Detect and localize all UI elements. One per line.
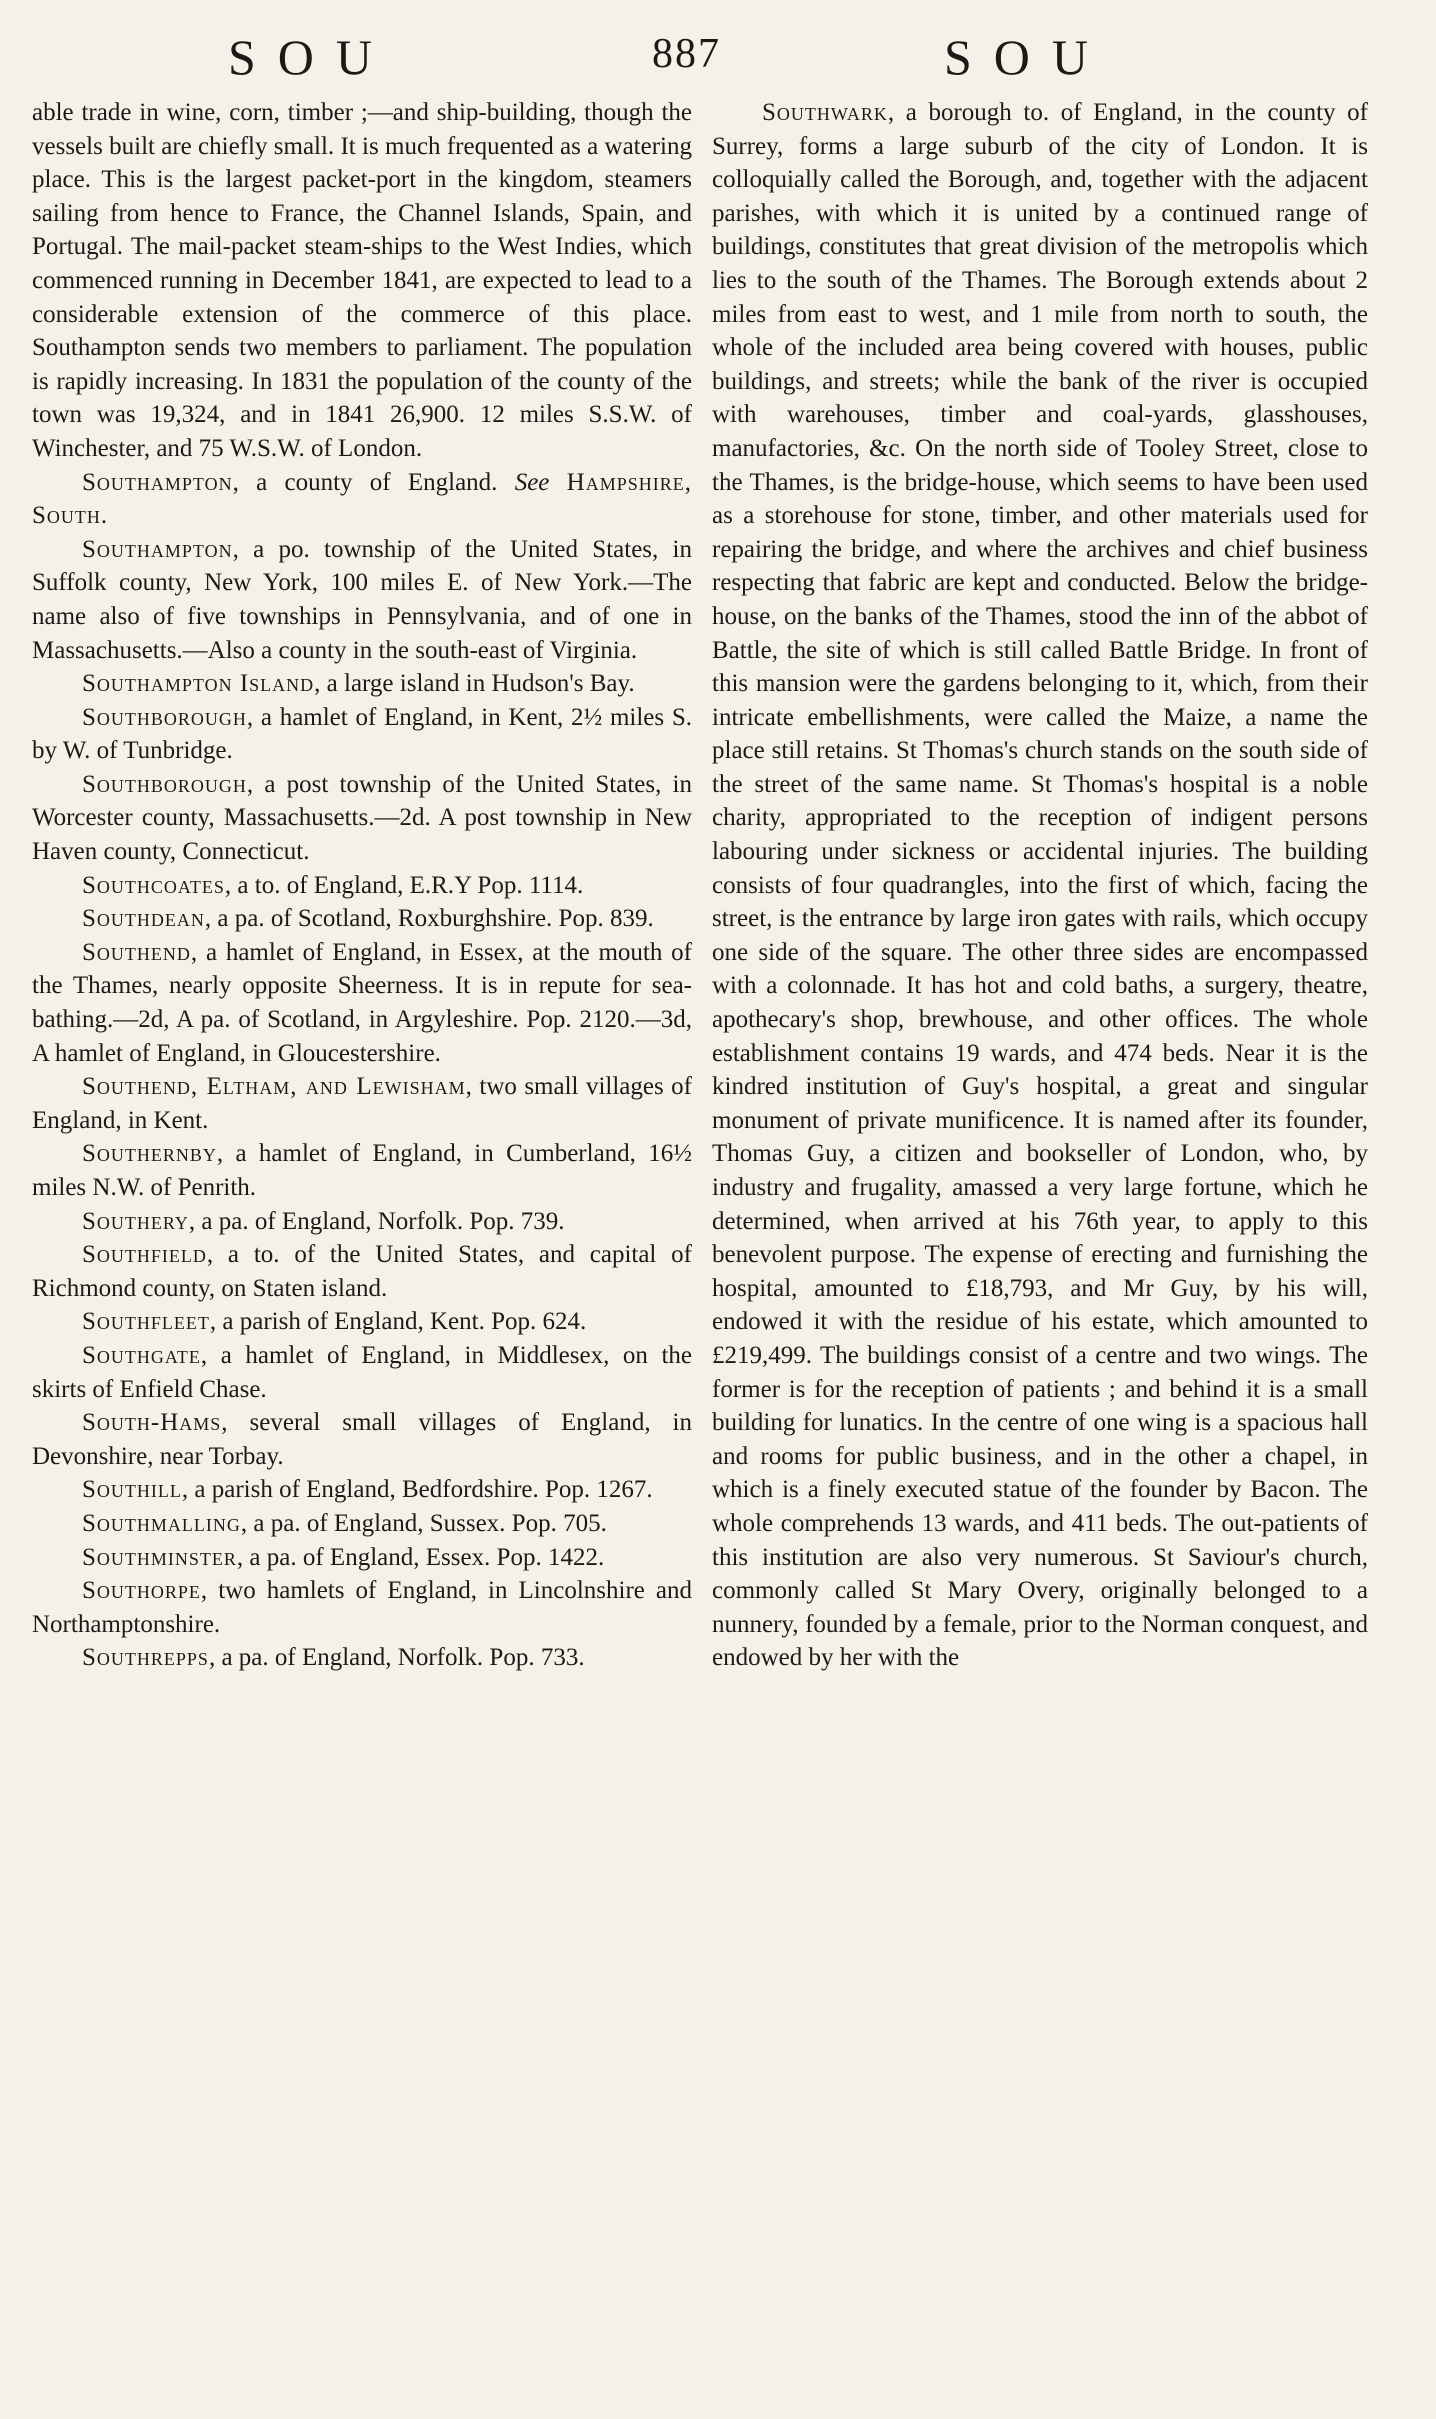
- entry-southampton-island: Southampton Island, a large island in Hudson's Bay.: [82, 670, 635, 698]
- entry-southmalling: Southmalling, a pa. of England, Sussex. Pop. 705.: [82, 1509, 607, 1537]
- headword: Southmalling: [82, 1509, 241, 1537]
- headword: Southill: [82, 1476, 182, 1504]
- headword: Southernby: [82, 1140, 217, 1168]
- entry-southfleet: Southfleet, a parish of England, Kent. Pop. 624.: [82, 1308, 587, 1336]
- entry-southgate: Southgate, a hamlet of England, in Middlesex, on the skirts of Enfield Chase.: [32, 1341, 692, 1403]
- headword: Southminster: [82, 1543, 237, 1571]
- headword: Southery: [82, 1207, 189, 1235]
- headword: Southampton: [82, 468, 233, 496]
- headword: Southdean: [82, 905, 205, 933]
- left-column: [32, 96, 692, 1675]
- headword: Southfield: [82, 1241, 207, 1269]
- entry-southorpe: Southorpe, two hamlets of England, in Lincolnshire and Northamptonshire.: [32, 1577, 692, 1638]
- entry-southampton-us: Southampton, a po. township of the United States, in Suffolk county, New York, 100 miles E. of New York.—The name also of five townships in Pennsylvania, and of one in Massachusetts.—Also a county in the south-east of Virginia.: [32, 535, 692, 664]
- entry-southminster: Southminster, a pa. of England, Essex. Pop. 1422.: [82, 1543, 605, 1571]
- headword: Southfleet: [82, 1308, 210, 1336]
- cross-reference-target: Hampshire, South.: [32, 468, 692, 530]
- entry-southend: Southend, a hamlet of England, in Essex, at the mouth of the Thames, nearly opposite Sheerness. It is in repute for sea-bathing.—2d, A pa. of Scotland, in Argyleshire. Pop. 2120.—3d, A hamlet of England, in Gloucestershire.: [32, 938, 692, 1067]
- headword: Southampton Island: [82, 670, 315, 698]
- entry-southampton-county: Southampton, a county of England. See Hampshire, South.: [32, 468, 692, 530]
- entry-southborough-kent: Southborough, a hamlet of England, in Kent, 2½ miles S. by W. of Tunbridge.: [32, 703, 692, 765]
- headword: Southborough: [82, 770, 247, 798]
- entry-southill: Southill, a parish of England, Bedfordshire. Pop. 1267.: [82, 1476, 653, 1504]
- entry-southcoates: Southcoates, a to. of England, E.R.Y Pop. 1114.: [82, 871, 584, 899]
- entry-southwark: Southwark, a borough to. of England, in the county of Surrey, forms a large suburb of the city of London. It is colloquially called the Borough, and, together with the adjacent parishes, with which it is united by a continued range of buildings, constitutes that great division of the metropolis which lies to the south of the Thames. The Borough extends about 2 miles from east to west, and 1 mile from north to south, the whole of the included area being covered with houses, public buildings, and streets; while the bank of the river is occupied with warehouses, timber and coal-yards, glasshouses, manufactories, &c. On the north side of Tooley Street, close to the Thames, is the bridge-house, which seems to have been used as a storehouse for stone, timber, and other materials used for repairing the bridge, and where the archives and chief business respecting that fabric are kept and conducted. Below the bridge-house, on the banks of the Thames, stood the inn of the abbot of Battle, the site of which is still called Battle Bridge. In front of this mansion were the gardens belonging to it, which, from their intricate embellishments, were called the Maize, a name the place still retains. St Thomas's church stands on the south side of the street of the same name. St Thomas's hospital is a noble charity, appropriated to the reception of indigent persons labouring under sickness or accidental injuries. The building consists of four quadrangles, into the first of which, facing the street, is the entrance by large iron gates with rails, which occupy one side of the square. The other three sides are encompassed with a colonnade. It has hot and cold baths, a surgery, theatre, apothecary's shop, brewhouse, and other offices. The whole establishment contains 19 wards, and 474 beds. Near it is the kindred institution of Guy's hospital, a great and singular monument of private munificence. It is named after its founder, Thomas Guy, a citizen and bookseller of London, who, by industry and frugality, amassed a very large fortune, which he determined, when arrived at his 76th year, to apply to this benevolent purpose. The expense of erecting and furnishing the hospital, amounted to £18,793, and Mr Guy, by his will, endowed it with the residue of his estate, which amounted to £219,499. The buildings consist of a centre and two wings. The former is for the reception of patients ; and behind it is a small building for lunatics. In the centre of one wing is a spacious hall and rooms for public business, and in the other a chapel, in which is a finely executed statue of the founder by Bacon. The whole comprehends 13 wards, and 411 beds. The out-patients of this institution are also very numerous. St Saviour's church, commonly called St Mary Overy, originally belonged to a nunnery, founded by a female, prior to the Norman conquest, and endowed by her with the: [712, 99, 1368, 1672]
- entry-southend-eltham-lewisham: Southend, Eltham, and Lewisham, two small villages of England, in Kent.: [32, 1073, 693, 1134]
- right-column: [712, 96, 1368, 1675]
- entry-continued: able trade in wine, corn, timber ;—and ship-building, though the vessels built are chiefly small. It is much frequented as a watering place. This is the largest packet-port in the kingdom, steamers sailing from hence to France, the Channel Islands, Spain, and Portugal. The mail-packet steam-ships to the West Indies, which commenced running in December 1841, are expected to lead to a considerable extension of the commerce of this place. Southampton sends two members to parliament. The population is rapidly increasing. In 1831 the population of the county of the town was 19,324, and in 1841 26,900. 12 miles S.S.W. of Winchester, and 75 W.S.W. of London.: [32, 99, 692, 462]
- cross-reference-label: See: [514, 468, 550, 496]
- headword: Southampton: [82, 535, 233, 563]
- headword: Southgate: [82, 1341, 201, 1369]
- entry-south-hams: South-Hams, several small villages of England, in Devonshire, near Torbay.: [32, 1409, 692, 1470]
- page-number: 887: [652, 31, 721, 77]
- headword: Southend, Eltham, and Lewisham: [82, 1073, 466, 1101]
- entry-southrepps: Southrepps, a pa. of England, Norfolk. Pop. 733.: [82, 1644, 585, 1672]
- entry-southborough-us: Southborough, a post township of the United States, in Worcester county, Massachusetts.—2d. A post township in New Haven county, Connecticut.: [32, 770, 692, 866]
- running-header: [0, 28, 1436, 88]
- entry-southdean: Southdean, a pa. of Scotland, Roxburghshire. Pop. 839.: [82, 905, 654, 933]
- headword: Southend: [82, 938, 191, 966]
- headword: Southrepps: [82, 1644, 209, 1672]
- headword: Southorpe: [82, 1577, 201, 1605]
- header-left-guideword: SOU: [228, 29, 395, 85]
- headword: Southcoates: [82, 871, 225, 899]
- entry-southernby: Southernby, a hamlet of England, in Cumberland, 16½ miles N.W. of Penrith.: [32, 1140, 692, 1201]
- header-right-guideword: SOU: [944, 29, 1111, 85]
- headword: Southborough: [82, 703, 247, 731]
- headword: Southwark: [762, 99, 888, 126]
- entry-southfield: Southfield, a to. of the United States, and capital of Richmond county, on Staten island.: [32, 1241, 692, 1302]
- entry-southery: Southery, a pa. of England, Norfolk. Pop. 739.: [82, 1207, 565, 1235]
- headword: South-Hams: [82, 1409, 222, 1437]
